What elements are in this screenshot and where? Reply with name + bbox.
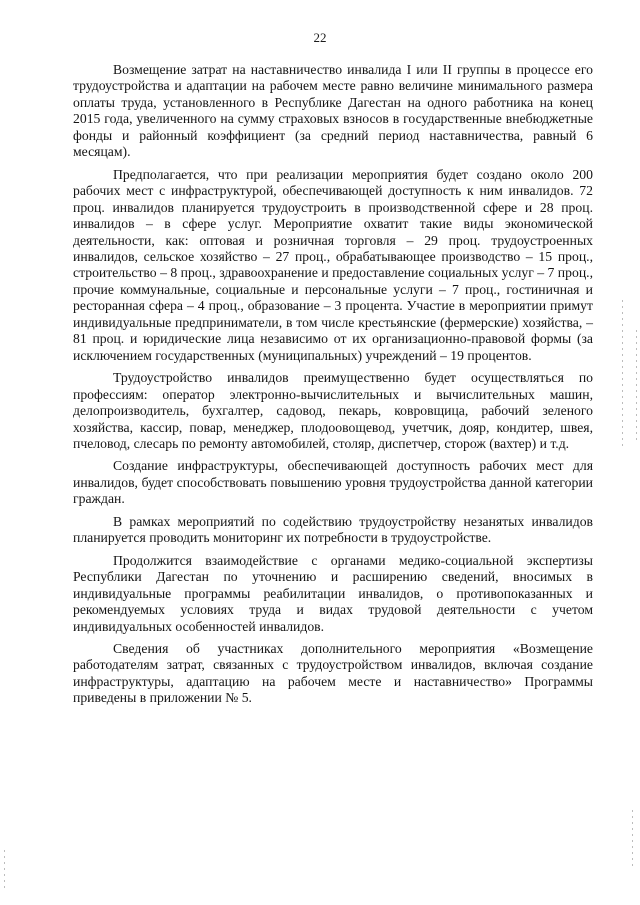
document-body [73, 62, 593, 713]
paragraph-infrastructure: Создание инфраструктуры, обеспечивающей доступность рабочих мест для инвалидов, будет способствовать повышению уровня трудоустройства данной категории граждан. [73, 458, 593, 507]
page-number: 22 [313, 30, 327, 45]
paragraph-professions: Трудоустройство инвалидов преимущественно будет осуществляться по профессиям: оператор электронно-вычислительных и вычислительных машин, делопроизводитель, бухгалтер, садовод, пекарь, ковровщица, рабочий зеленого хозяйства, кассир, повар, менеджер, плодоовощевод, учетчик, дояр, кондитер, швея, пчеловод, слесарь по ремонту автомобилей, столяр, диспетчер, сторож (вахтер) и т.д. [73, 370, 593, 451]
scan-edge-mark [632, 810, 633, 870]
scan-edge-mark [622, 300, 623, 450]
paragraph-mentoring-costs: Возмещение затрат на наставничество инвалида I или II группы в процессе его трудоустройства и адаптации на рабочем месте равно величине минимального размера оплаты труда, установленного в Республике Дагестан на одного работника на конец 2015 года, увеличенного на сумму страховых взносов в государственные внебюджетные фонды и районный коэффициент (за средний период наставничества, равный 6 месяцам). [73, 62, 593, 160]
paragraph-expected-results: Предполагается, что при реализации мероприятия будет создано около 200 рабочих мест с инфраструктурой, обеспечивающей доступность к ним инвалидов. 72 проц. инвалидов планируется трудоустроить в производственной сфере и 28 проц. инвалидов – в сфере услуг. Мероприятие охватит такие виды экономической деятельности, как: оптовая и розничная торговля – 29 проц. трудоустроенных инвалидов, сельское хозяйство – 27 проц., обрабатывающее производство – 15 проц., строительство – 8 проц., здравоохранение и предоставление социальных услуг – 7 проц., прочие коммунальные, социальные и персональные услуги – 7 проц., гостиничная и ресторанная сфера – 4 проц., образование – 3 процента. Участие в мероприятии примут индивидуальные предприниматели, в том числе крестьянские (фермерские) хозяйства, – 81 проц. и юридические лица независимо от их организационно-правовой формы (за исключением государственных (муниципальных) учреждений – 19 процентов. [73, 166, 593, 363]
paragraph-cooperation: Продолжится взаимодействие с органами медико-социальной экспертизы Республики Дагестан по уточнению и расширению сведений, вносимых в индивидуальные программы реабилитации инвалидов, о противопоказанных и рекомендуемых условиях труда и видах трудовой деятельности с учетом индивидуальных особенностей инвалидов. [73, 552, 593, 634]
scan-edge-mark [636, 330, 637, 440]
paragraph-monitoring: В рамках мероприятий по содействию трудоустройству незанятых инвалидов планируется проводить мониторинг их потребности в трудоустройстве. [73, 513, 593, 546]
paragraph-participants-info: Сведения об участниках дополнительного мероприятия «Возмещение работодателям затрат, связанных с трудоустройством инвалидов, включая создание инфраструктуры, адаптацию на рабочем месте и наставничество» Программы приведены в приложении № 5. [73, 640, 593, 706]
scan-edge-mark [4, 850, 5, 890]
